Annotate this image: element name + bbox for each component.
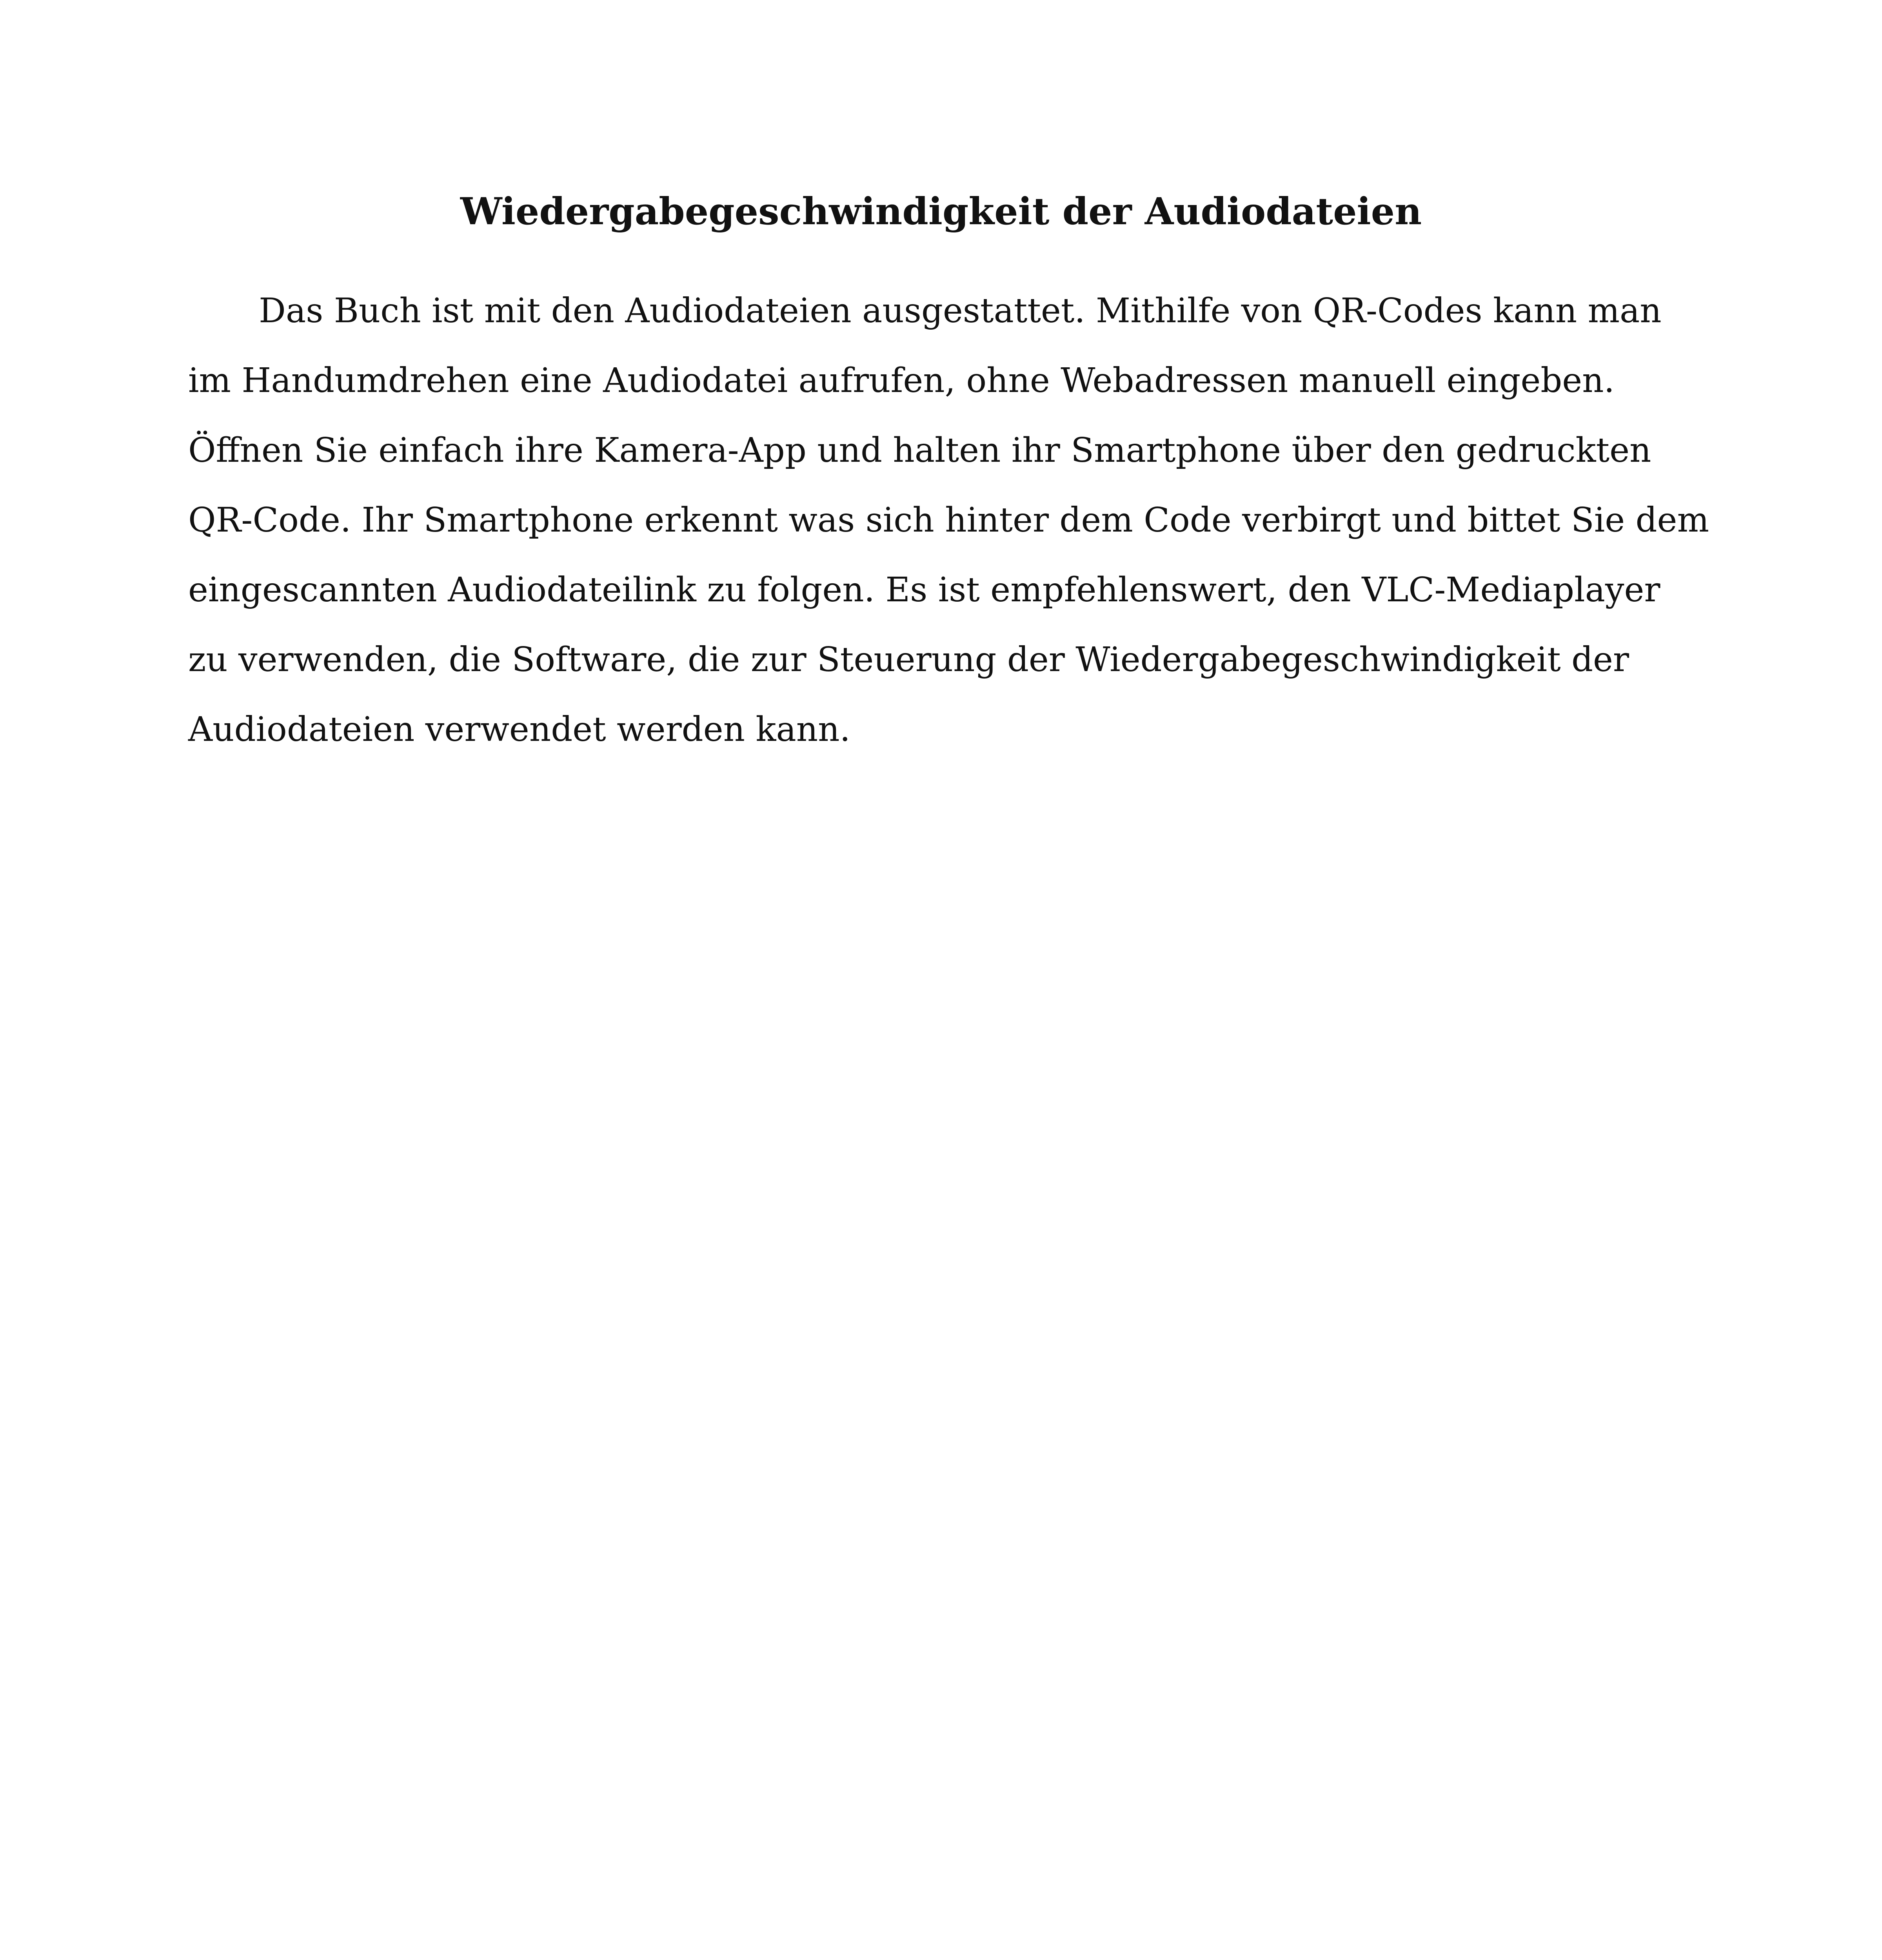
body-paragraph	[188, 281, 1717, 770]
paragraph-line: Audiodateien verwendet werden kann.	[188, 710, 850, 749]
section-heading: Wiedergabegeschwindigkeit der Audiodateien	[460, 190, 1422, 233]
paragraph-line: Das Buch ist mit den Audiodateien ausgestattet. Mithilfe von QR-Codes kann man	[259, 291, 1662, 330]
paragraph-line: zu verwenden, die Software, die zur Steuerung der Wiedergabegeschwindigkeit der	[188, 640, 1629, 679]
paragraph-line: im Handumdrehen eine Audiodatei aufrufen, ohne Webadressen manuell eingeben.	[188, 361, 1615, 400]
paragraph-line: QR-Code. Ihr Smartphone erkennt was sich hinter dem Code verbirgt und bittet Sie dem	[188, 501, 1709, 540]
paragraph-line: eingescannten Audiodateilink zu folgen. Es ist empfehlenswert, den VLC-Mediaplayer	[188, 570, 1660, 610]
paragraph-line: Öffnen Sie einfach ihre Kamera-App und halten ihr Smartphone über den gedruckten	[188, 431, 1651, 470]
